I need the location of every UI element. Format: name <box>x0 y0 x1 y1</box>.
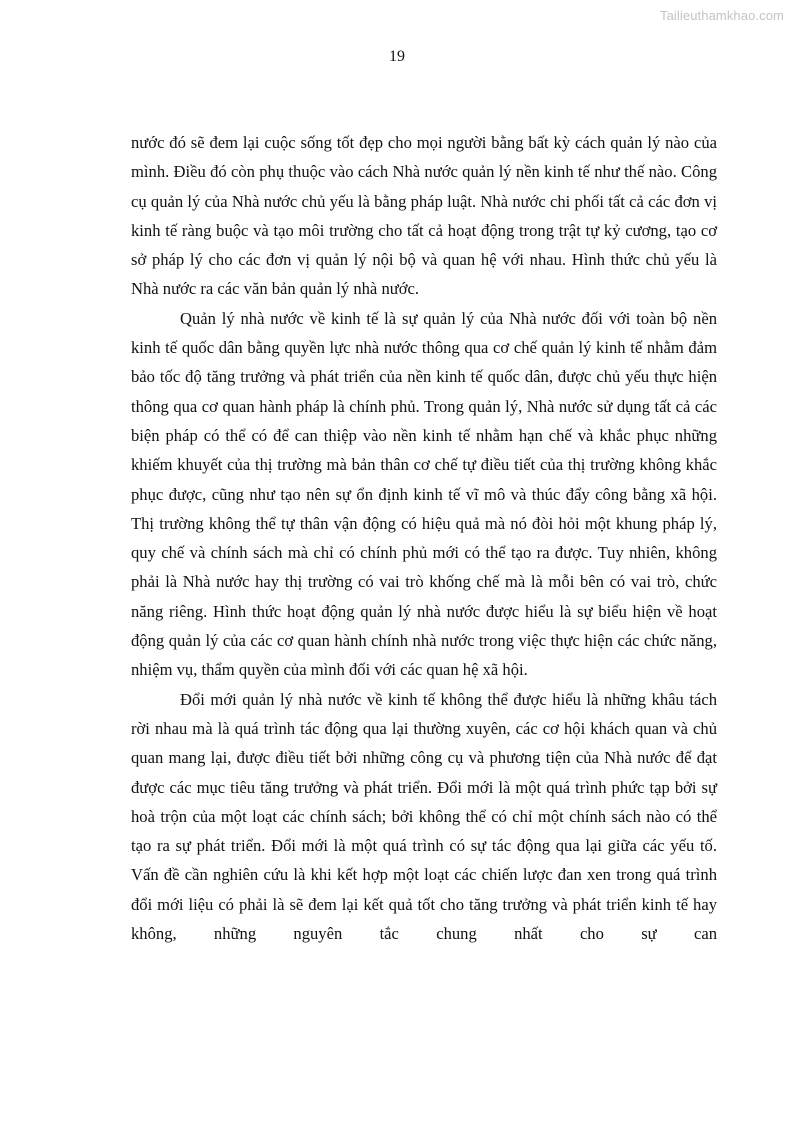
document-body <box>131 128 717 948</box>
paragraph-3: Đổi mới quản lý nhà nước về kinh tế không thể được hiểu là những khâu tách rời nhau mà là quá trình tác động qua lại thường xuyên, các cơ hội khách quan và chủ quan mang lại, được điều tiết bởi những công cụ và phương tiện của Nhà nước để đạt được các mục tiêu tăng trưởng và phát triển. Đổi mới là một quá trình phức tạp bởi sự hoà trộn của một loạt các chính sách; bởi không thể có chỉ một chính sách nào có thể tạo ra sự phát triển. Đổi mới là một quá trình có sự tác động qua lại giữa các yếu tố. Vấn đề cần nghiên cứu là khi kết hợp một loạt các chiến lược đan xen trong quá trình đổi mới liệu có phải là sẽ đem lại kết quả tốt cho tăng trưởng và phát triển kinh tế hay không, những nguyên tắc chung nhất cho sự can <box>131 689 717 944</box>
page-number: 19 <box>389 48 405 65</box>
paragraph-2: Quản lý nhà nước về kinh tế là sự quản lý của Nhà nước đối với toàn bộ nền kinh tế quốc dân bằng quyền lực nhà nước thông qua cơ chế quản lý kinh tế nhằm đảm bảo tốc độ tăng trưởng và phát triển của nền kinh tế quốc dân, được chủ yếu thực hiện thông qua cơ quan hành pháp là chính phủ. Trong quản lý, Nhà nước sử dụng tất cả các biện pháp có thể có để can thiệp vào nền kinh tế nhằm hạn chế và khắc phục những khiếm khuyết của thị trường mà bản thân cơ chế tự điều tiết của thị trường không khắc phục được, cũng như tạo nên sự ổn định kinh tế vĩ mô và thúc đẩy công bằng xã hội. Thị trường không thể tự thân vận động có hiệu quả mà nó đòi hỏi một khung pháp lý, quy chế và chính sách mà chỉ có chính phủ mới có thể tạo ra được. Tuy nhiên, không phải là Nhà nước hay thị trường có vai trò khống chế mà là mỗi bên có vai trò, chức năng riêng. Hình thức hoạt động quản lý nhà nước được hiểu là sự biểu hiện về hoạt động quản lý của các cơ quan hành chính nhà nước trong việc thực hiện các chức năng, nhiệm vụ, thẩm quyền của mình đối với các quan hệ xã hội. <box>131 308 717 680</box>
watermark: Tailieuthamkhao.com <box>659 8 784 23</box>
paragraph-1: nước đó sẽ đem lại cuộc sống tốt đẹp cho mọi người bằng bất kỳ cách quản lý nào của mình. Điều đó còn phụ thuộc vào cách Nhà nước quản lý nền kinh tế như thế nào. Công cụ quản lý của Nhà nước chủ yếu là bằng pháp luật. Nhà nước chi phối tất cả các đơn vị kinh tế ràng buộc và tạo môi trường cho tất cả hoạt động trong trật tự kỷ cương, tạo cơ sở pháp lý cho các đơn vị quản lý nội bộ và quan hệ với nhau. Hình thức chủ yếu là Nhà nước ra các văn bản quản lý nhà nước. <box>131 133 717 299</box>
